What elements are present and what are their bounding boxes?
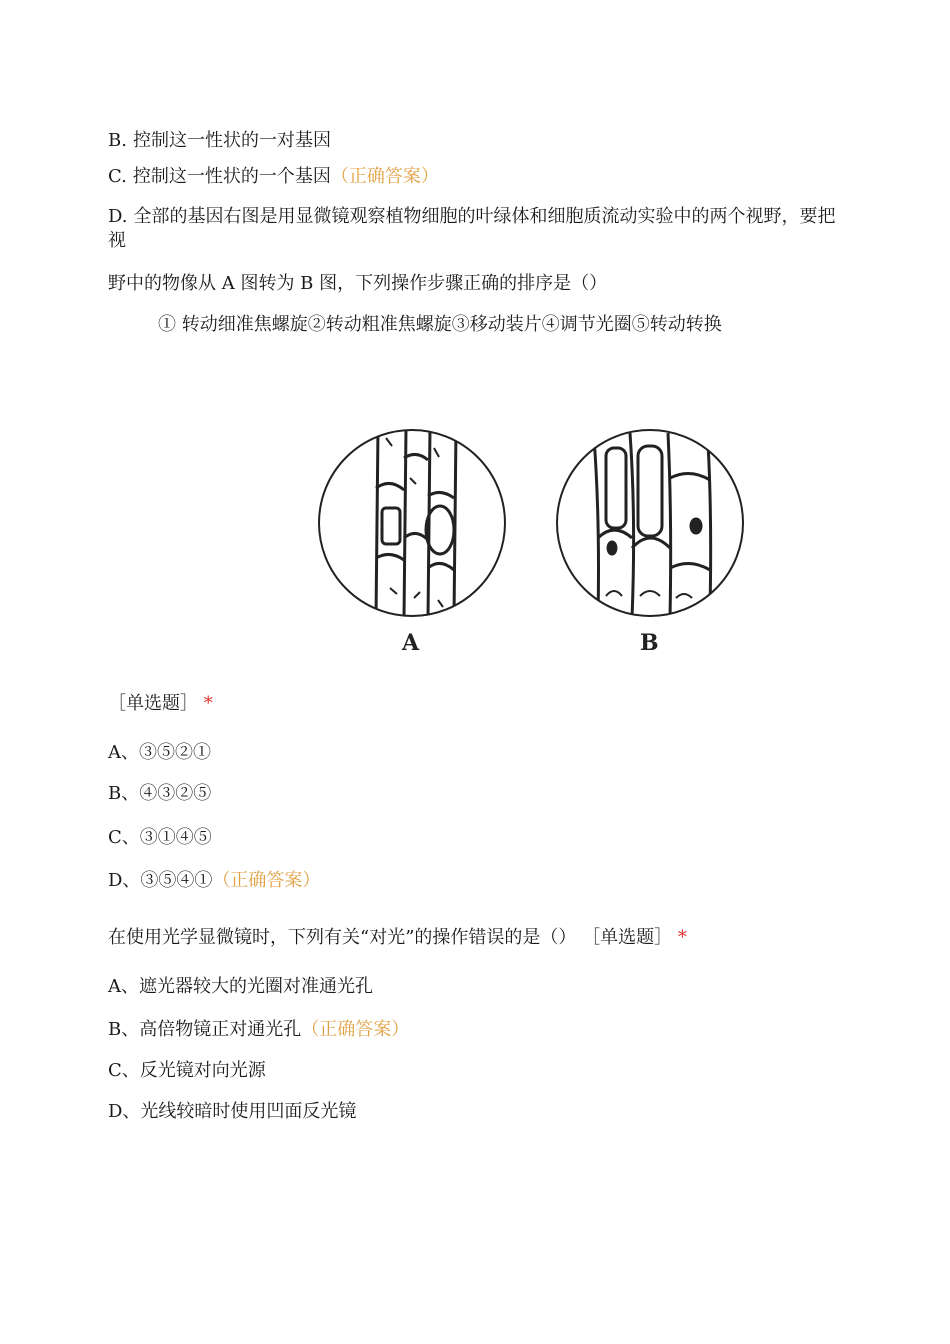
option-label: D. bbox=[108, 206, 128, 227]
q1-option-b[interactable] bbox=[108, 129, 331, 153]
q2-option-b[interactable] bbox=[108, 782, 211, 806]
option-text: A、③⑤②① bbox=[108, 742, 211, 763]
q3-stem-line bbox=[108, 926, 687, 950]
microscope-views-image bbox=[310, 418, 760, 663]
microscope-figure bbox=[310, 418, 760, 663]
view-a bbox=[319, 428, 505, 656]
option-text: B、④③②⑤ bbox=[108, 783, 212, 804]
q3-option-a[interactable] bbox=[108, 975, 373, 999]
q2-steps: ① 转动细准焦螺旋②转动粗准焦螺旋③移动装片④调节光圈⑤转动转换 bbox=[158, 314, 722, 335]
required-mark: * bbox=[203, 693, 213, 714]
q2-option-c[interactable] bbox=[108, 826, 212, 850]
view-a-label: A bbox=[402, 630, 420, 656]
q1-option-c[interactable] bbox=[108, 165, 439, 189]
correct-answer-mark: （正确答案） bbox=[212, 870, 321, 891]
option-label: B. bbox=[108, 130, 127, 151]
correct-answer-mark: （正确答案） bbox=[301, 1019, 410, 1040]
question-type-tag: ［单选题］ bbox=[108, 693, 198, 714]
question-type-tag: ［单选题］ bbox=[582, 927, 673, 948]
option-text: 全部的基因右图是用显微镜观察植物细胞的叶绿体和细胞质流动实验中的两个视野，要把视 bbox=[108, 206, 836, 251]
option-text: D、光线较暗时使用凹面反光镜 bbox=[108, 1101, 357, 1122]
q2-stem: 野中的物像从 A 图转为 B 图，下列操作步骤正确的排序是（） bbox=[108, 273, 608, 294]
q3-stem: 在使用光学显微镜时，下列有关“对光”的操作错误的是（） bbox=[108, 927, 577, 948]
q3-option-b[interactable] bbox=[108, 1018, 409, 1042]
option-text: C、③①④⑤ bbox=[108, 827, 212, 848]
correct-answer-mark: （正确答案） bbox=[330, 166, 439, 187]
option-text: 控制这一性状的一个基因 bbox=[132, 166, 331, 187]
option-text: D、③⑤④① bbox=[108, 870, 213, 891]
option-label: C. bbox=[108, 166, 127, 187]
q3-option-d[interactable] bbox=[108, 1100, 356, 1124]
q3-option-c[interactable] bbox=[108, 1059, 266, 1083]
q2-option-d[interactable] bbox=[108, 869, 320, 893]
option-text: B、高倍物镜正对通光孔 bbox=[108, 1019, 302, 1040]
q2-type-line bbox=[108, 692, 213, 716]
option-text: C、反光镜对向光源 bbox=[108, 1060, 266, 1081]
option-text: A、遮光器较大的光圈对准通光孔 bbox=[108, 976, 373, 997]
view-b-label: B bbox=[640, 630, 659, 656]
required-mark: * bbox=[677, 927, 687, 948]
option-text: 控制这一性状的一对基因 bbox=[132, 130, 331, 151]
q1-option-d[interactable] bbox=[108, 205, 838, 253]
view-b bbox=[557, 430, 743, 656]
q2-option-a[interactable] bbox=[108, 741, 211, 765]
